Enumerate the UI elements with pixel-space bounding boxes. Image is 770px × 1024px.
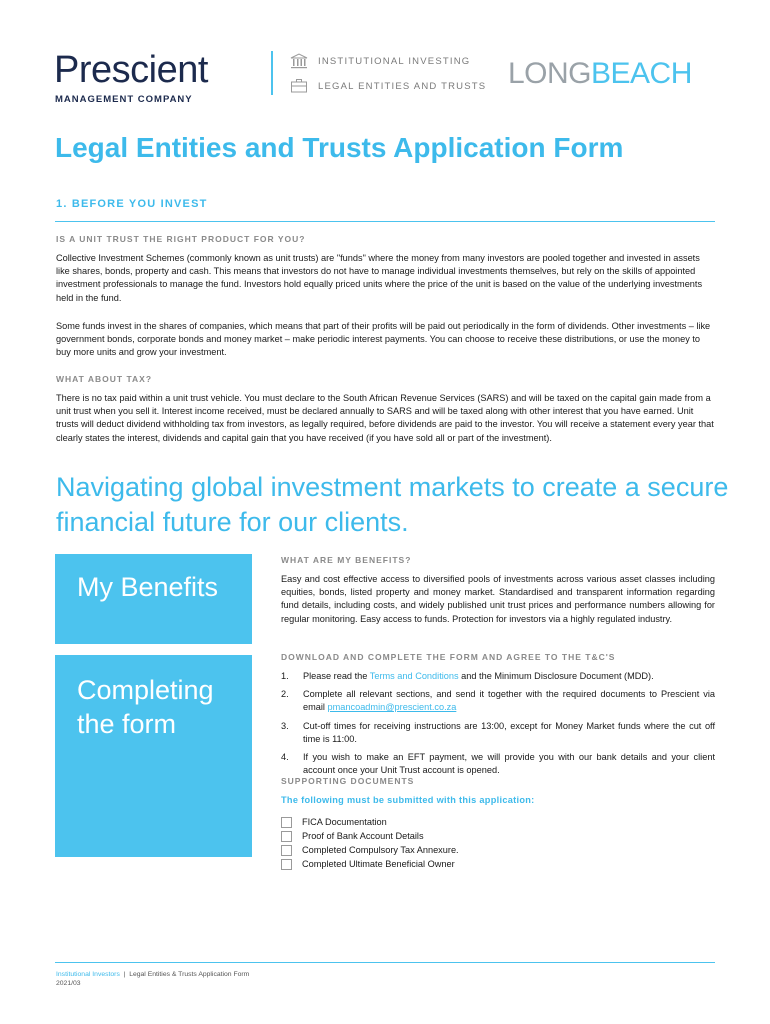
page-title: Legal Entities and Trusts Application Form (55, 132, 624, 163)
completing-label-line2: the form (77, 709, 177, 739)
terms-link[interactable]: Terms and Conditions (369, 671, 459, 681)
step-text: Complete all relevant sections, and send it together with the required documents to Prescient via email (303, 689, 715, 713)
list-item (281, 688, 715, 714)
prescient-logo: Prescient (54, 49, 208, 91)
step-number: 2. (281, 689, 289, 700)
footer-right: Legal Entities & Trusts Application Form (129, 971, 250, 978)
footer-divider (55, 962, 715, 963)
supporting-docs-list (281, 815, 459, 871)
step-text: Please read the (303, 671, 370, 681)
section-divider (55, 221, 715, 222)
step-number: 3. (281, 720, 289, 731)
step-text: Cut-off times for receiving instructions are 13:00, except for Money Market funds where the cut off time is 11:00. (303, 720, 715, 744)
benefits-heading: WHAT ARE MY BENEFITS? (281, 555, 412, 565)
briefcase-icon (290, 78, 308, 94)
step-text: and the Minimum Disclosure Document (MDD). (458, 671, 654, 681)
doc-label: Completed Compulsory Tax Annexure. (302, 845, 459, 855)
doc-label: Completed Ultimate Beneficial Owner (302, 859, 455, 869)
list-item (281, 815, 459, 829)
paragraph-dividends: Some funds invest in the shares of companies, which means that part of their profits will be paid out periodically in the form of dividends. Other investments – like government bonds, corporate bonds and money market – make periodic interest payments. You can choose to receive these distributions, or use the money to buy more units and grow your investment. (56, 321, 711, 358)
section-heading: 1. BEFORE YOU INVEST (56, 198, 208, 210)
supporting-heading: SUPPORTING DOCUMENTS (281, 776, 415, 786)
my-benefits-label: My Benefits (77, 572, 219, 602)
list-item (281, 857, 459, 871)
benefits-text: Easy and cost effective access to diversified pools of investments across various asset classes including equities, bonds, listed property and money market. Standardised and transparent information regarding fund details, including costs, and widely published unit trust prices and performance numbers allowing for regular monitoring. Easy access to funds. Protection for investors via a highly regulated industry. (281, 574, 715, 624)
step-text: If you wish to make an EFT payment, we will provide you with our bank details and your client account once your Unit Trust account is opened. (303, 752, 715, 776)
footer-date: 2021/03 (56, 980, 81, 987)
completing-label-line1: Completing (77, 675, 214, 705)
my-benefits-box (55, 554, 252, 644)
doc-checkbox[interactable] (281, 859, 292, 870)
logo-long: LONG (508, 57, 592, 90)
doc-label: FICA Documentation (302, 817, 387, 827)
completing-heading: DOWNLOAD AND COMPLETE THE FORM AND AGREE TO THE T&C'S (281, 652, 616, 662)
email-link[interactable]: pmancoadmin@prescient.co.za (327, 702, 457, 713)
footer-separator: | (119, 971, 130, 978)
supporting-subheading: The following must be submitted with this application: (281, 795, 535, 805)
footer (56, 970, 249, 988)
longbeach-logo (508, 57, 692, 91)
list-item (281, 670, 715, 683)
header-line-institutional: INSTITUTIONAL INVESTING (318, 56, 471, 67)
question-unit-trust: IS A UNIT TRUST THE RIGHT PRODUCT FOR YOU? (56, 234, 306, 244)
step-number: 1. (281, 671, 289, 681)
list-item (281, 751, 715, 777)
doc-label: Proof of Bank Account Details (302, 831, 424, 841)
header-divider (271, 51, 273, 95)
completing-steps (281, 670, 715, 782)
paragraph-tax: There is no tax paid within a unit trust vehicle. You must declare to the South African Revenue Services (SARS) and will be taxed on the capital gain made from a unit trust when you sell it. Interest income received, must be declared annually to SARS and will be taxed along with other interest that you have earned. Unit trusts will deduct dividend withholding tax from investors, as legally required, before dividends are paid to the investor. You will receive a statement every year that clearly states the interest, dividends and capital gain that you have received (if you have sold all or part of the investment). (56, 393, 714, 443)
doc-checkbox[interactable] (281, 831, 292, 842)
list-item (281, 720, 715, 746)
building-icon (290, 53, 308, 69)
header-line-legal: LEGAL ENTITIES AND TRUSTS (318, 81, 487, 92)
paragraph-unit-trust: Collective Investment Schemes (commonly known as unit trusts) are "funds" where the money from many investors are pooled together and invested in assets like shares, bonds, property and cash. This means that investors do not have to manage individual investments themselves, but rely on the skills of appointed investment professionals to manage the fund. Investors hold equally priced units where the price of the unit is based on the value of the underlying investments held in the fund. (56, 253, 703, 303)
step-number: 4. (281, 752, 289, 763)
tagline: Navigating global investment markets to create a secure financial future for our clients. (56, 472, 729, 537)
logo-beach: BEACH (591, 57, 692, 90)
list-item (281, 843, 459, 857)
footer-left: Institutional Investors (56, 971, 120, 978)
doc-checkbox[interactable] (281, 845, 292, 856)
list-item (281, 829, 459, 843)
doc-checkbox[interactable] (281, 817, 292, 828)
completing-form-box (55, 655, 252, 857)
question-tax: WHAT ABOUT TAX? (56, 374, 153, 384)
logo-subtitle: MANAGEMENT COMPANY (55, 94, 193, 105)
